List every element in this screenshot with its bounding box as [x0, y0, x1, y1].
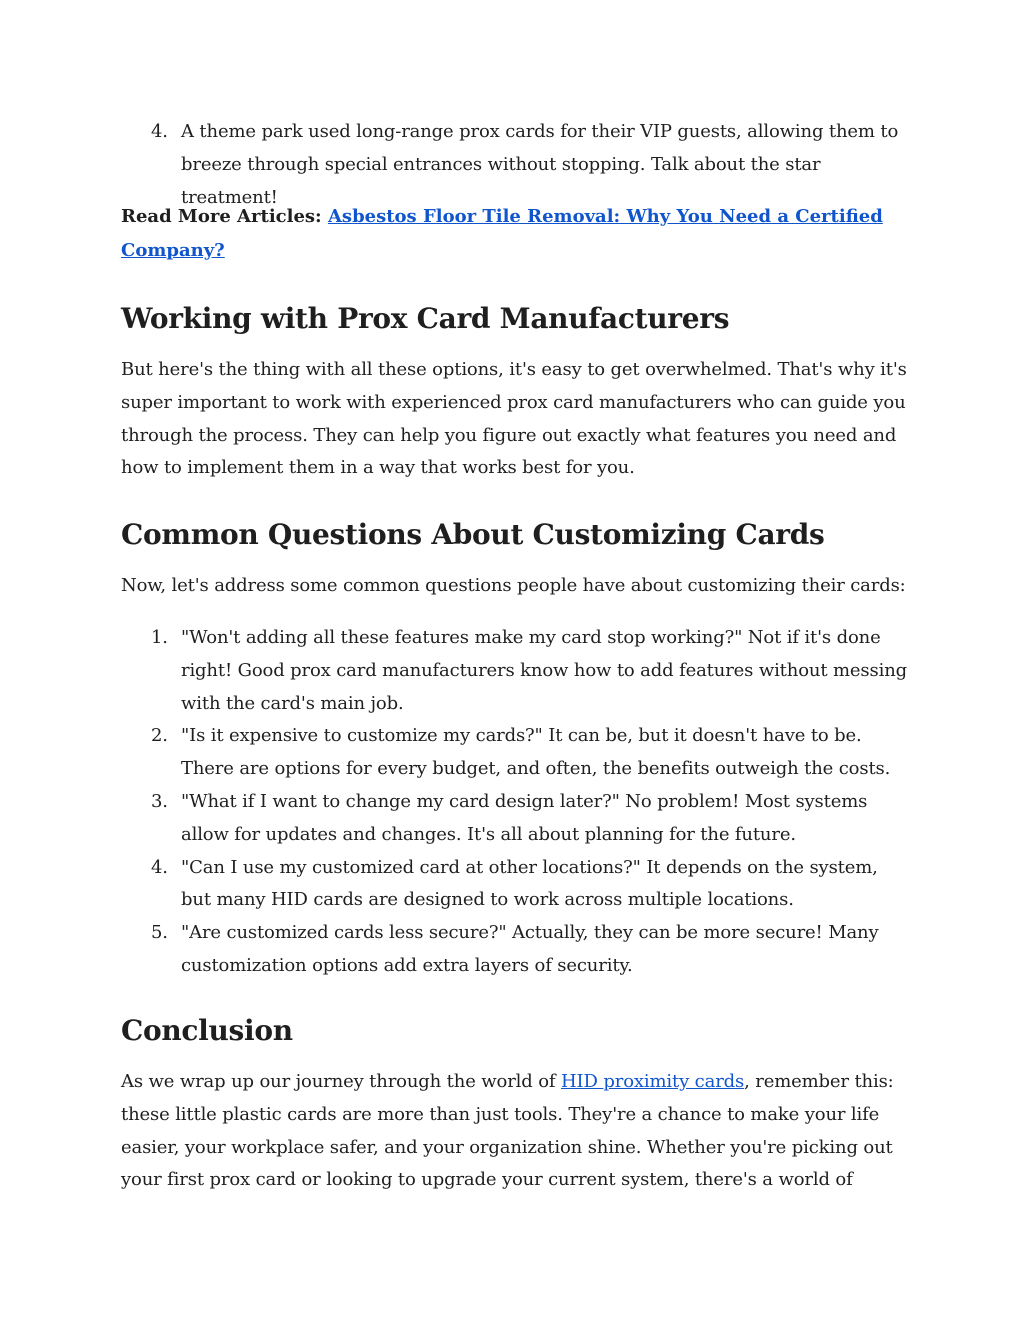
- section-heading-common-questions: Common Questions About Customizing Cards: [121, 518, 825, 551]
- list-item: [121, 917, 911, 983]
- list-item-text: "Won't adding all these features make my card stop working?" Not if it's done right! Good prox card manufacturers know how to add features without messing with the card's main job.: [181, 627, 908, 714]
- list-item: [121, 852, 911, 918]
- hid-proximity-cards-link[interactable]: HID proximity cards: [561, 1071, 745, 1092]
- list-item-number: 5.: [151, 922, 168, 944]
- list-item-number: 2.: [151, 725, 168, 747]
- list-item-number: 4.: [151, 121, 168, 142]
- list-item-text: "Are customized cards less secure?" Actually, they can be more secure! Many customization options add extra layers of security.: [181, 922, 879, 976]
- list-item-text: A theme park used long-range prox cards for their VIP guests, allowing them to breeze through special entrances without stopping. Talk about the star treatment!: [181, 121, 899, 208]
- common-questions-intro: Now, let's address some common questions people have about customizing their cards:: [121, 575, 906, 596]
- conclusion-text-before: As we wrap up our journey through the world of: [121, 1071, 561, 1092]
- list-item-number: 1.: [151, 627, 168, 648]
- list-item-number: 4.: [151, 856, 168, 878]
- read-more-label: Read More Articles:: [121, 206, 328, 227]
- list-item-text: "Is it expensive to customize my cards?" It can be, but it doesn't have to be. There are options for every budget, and often, the benefits outweigh the costs.: [181, 725, 891, 780]
- list-item: [121, 720, 911, 786]
- list-item-text: "What if I want to change my card design later?" No problem! Most systems allow for updates and changes. It's all about planning for the future.: [181, 790, 868, 845]
- section-heading-working: Working with Prox Card Manufacturers: [121, 302, 730, 335]
- read-more-block: [121, 200, 911, 268]
- questions-list: [121, 622, 911, 983]
- list-item-text: "Can I use my customized card at other locations?" It depends on the system, but many HID cards are designed to work across multiple locations.: [181, 856, 878, 911]
- list-item-number: 3.: [151, 790, 168, 812]
- read-more-paragraph: [121, 200, 911, 268]
- list-item: [121, 786, 911, 852]
- read-more-link[interactable]: Asbestos Floor Tile Removal: Why You Need a Certified Company?: [121, 206, 883, 261]
- list-item: [121, 622, 911, 720]
- conclusion-paragraph: [121, 1066, 911, 1197]
- working-paragraph: But here's the thing with all these options, it's easy to get overwhelmed. That's why it's super important to work with experienced prox card manufacturers who can guide you through the process. They can help you figure out exactly what features you need and how to implement them in a way that works best for you.: [121, 359, 907, 479]
- section-heading-conclusion: Conclusion: [121, 1014, 293, 1047]
- questions-list-block: [121, 622, 911, 983]
- conclusion-text-after: , remember this: these little plastic cards are more than just tools. They're a chance to make your life easier, your workplace safer, and your organization shine. Whether you're picking out your first prox card or looking to upgrade your current system, there's a world of: [121, 1071, 894, 1191]
